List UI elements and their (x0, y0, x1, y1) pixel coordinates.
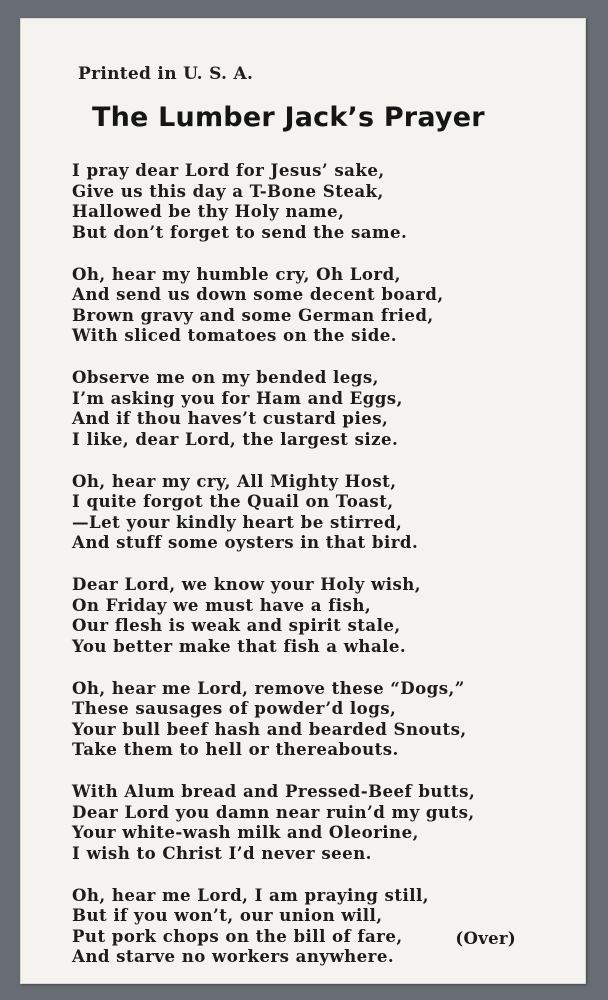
poem-line: Dear Lord, we know your Holy wish, (72, 574, 421, 594)
poem-line: Our flesh is weak and spirit stale, (72, 615, 401, 635)
poem-line: But don’t forget to send the same. (72, 221, 408, 242)
poem-line: I wish to Christ I’d never seen. (72, 842, 372, 863)
stanza (72, 885, 542, 967)
poem-line: —Let your kindly heart be stirred, (72, 511, 403, 532)
poem-line: Observe me on my bended legs, (72, 367, 379, 387)
poem (72, 160, 542, 988)
poem-line: I pray dear Lord for Jesus’ sake, (72, 160, 385, 180)
poem-line: Oh, hear my humble cry, Oh Lord, (72, 263, 401, 284)
poem-line: Put pork chops on the bill of fare, (72, 925, 403, 946)
poem-line: And stuff some oysters in that bird. (72, 532, 419, 552)
stanza (72, 264, 542, 346)
poem-line: I quite forgot the Quail on Toast, (72, 491, 394, 511)
stanza (72, 367, 542, 449)
poem-line: And starve no workers anywhere. (72, 946, 395, 966)
poem-line: Your bull beef hash and bearded Snouts, (72, 718, 467, 739)
poem-line: Dear Lord you damn near ruin’d my guts, (72, 801, 475, 822)
prayer-card (20, 18, 586, 984)
stanza (72, 781, 542, 863)
poem-line: Oh, hear me Lord, I am praying still, (72, 884, 429, 905)
poem-line: Oh, hear my cry, All Mighty Host, (72, 470, 397, 491)
printed-in-label: Printed in U. S. A. (78, 64, 254, 84)
poem-line: And if thou haves’t custard pies, (72, 408, 389, 428)
stanza (72, 471, 542, 553)
poem-line: Oh, hear me Lord, remove these “Dogs,” (72, 677, 465, 698)
poem-line: Give us this day a T-Bone Steak, (72, 180, 384, 201)
over-label: (Over) (455, 929, 516, 948)
poem-line: With sliced tomatoes on the side. (72, 325, 398, 345)
stanza (72, 678, 542, 760)
poem-line: On Friday we must have a fish, (72, 594, 372, 615)
poem-line: Brown gravy and some German fried, (72, 304, 434, 325)
poem-line: Take them to hell or thereabouts. (72, 739, 399, 759)
stanza (72, 574, 542, 656)
poem-line: I’m asking you for Ham and Eggs, (72, 387, 403, 408)
poem-line: And send us down some decent board, (72, 284, 444, 304)
poem-line: But if you won’t, our union will, (72, 905, 383, 925)
poem-line: These sausages of powder’d logs, (72, 698, 397, 718)
poem-line: You better make that fish a whale. (72, 635, 407, 656)
poem-line: Hallowed be thy Holy name, (72, 201, 345, 221)
stanza (72, 160, 542, 242)
card-title: The Lumber Jack’s Prayer (92, 102, 485, 133)
poem-line: With Alum bread and Pressed-Beef butts, (72, 781, 476, 801)
poem-line: I like, dear Lord, the largest size. (72, 428, 399, 449)
poem-line: Your white-wash milk and Oleorine, (72, 822, 419, 842)
